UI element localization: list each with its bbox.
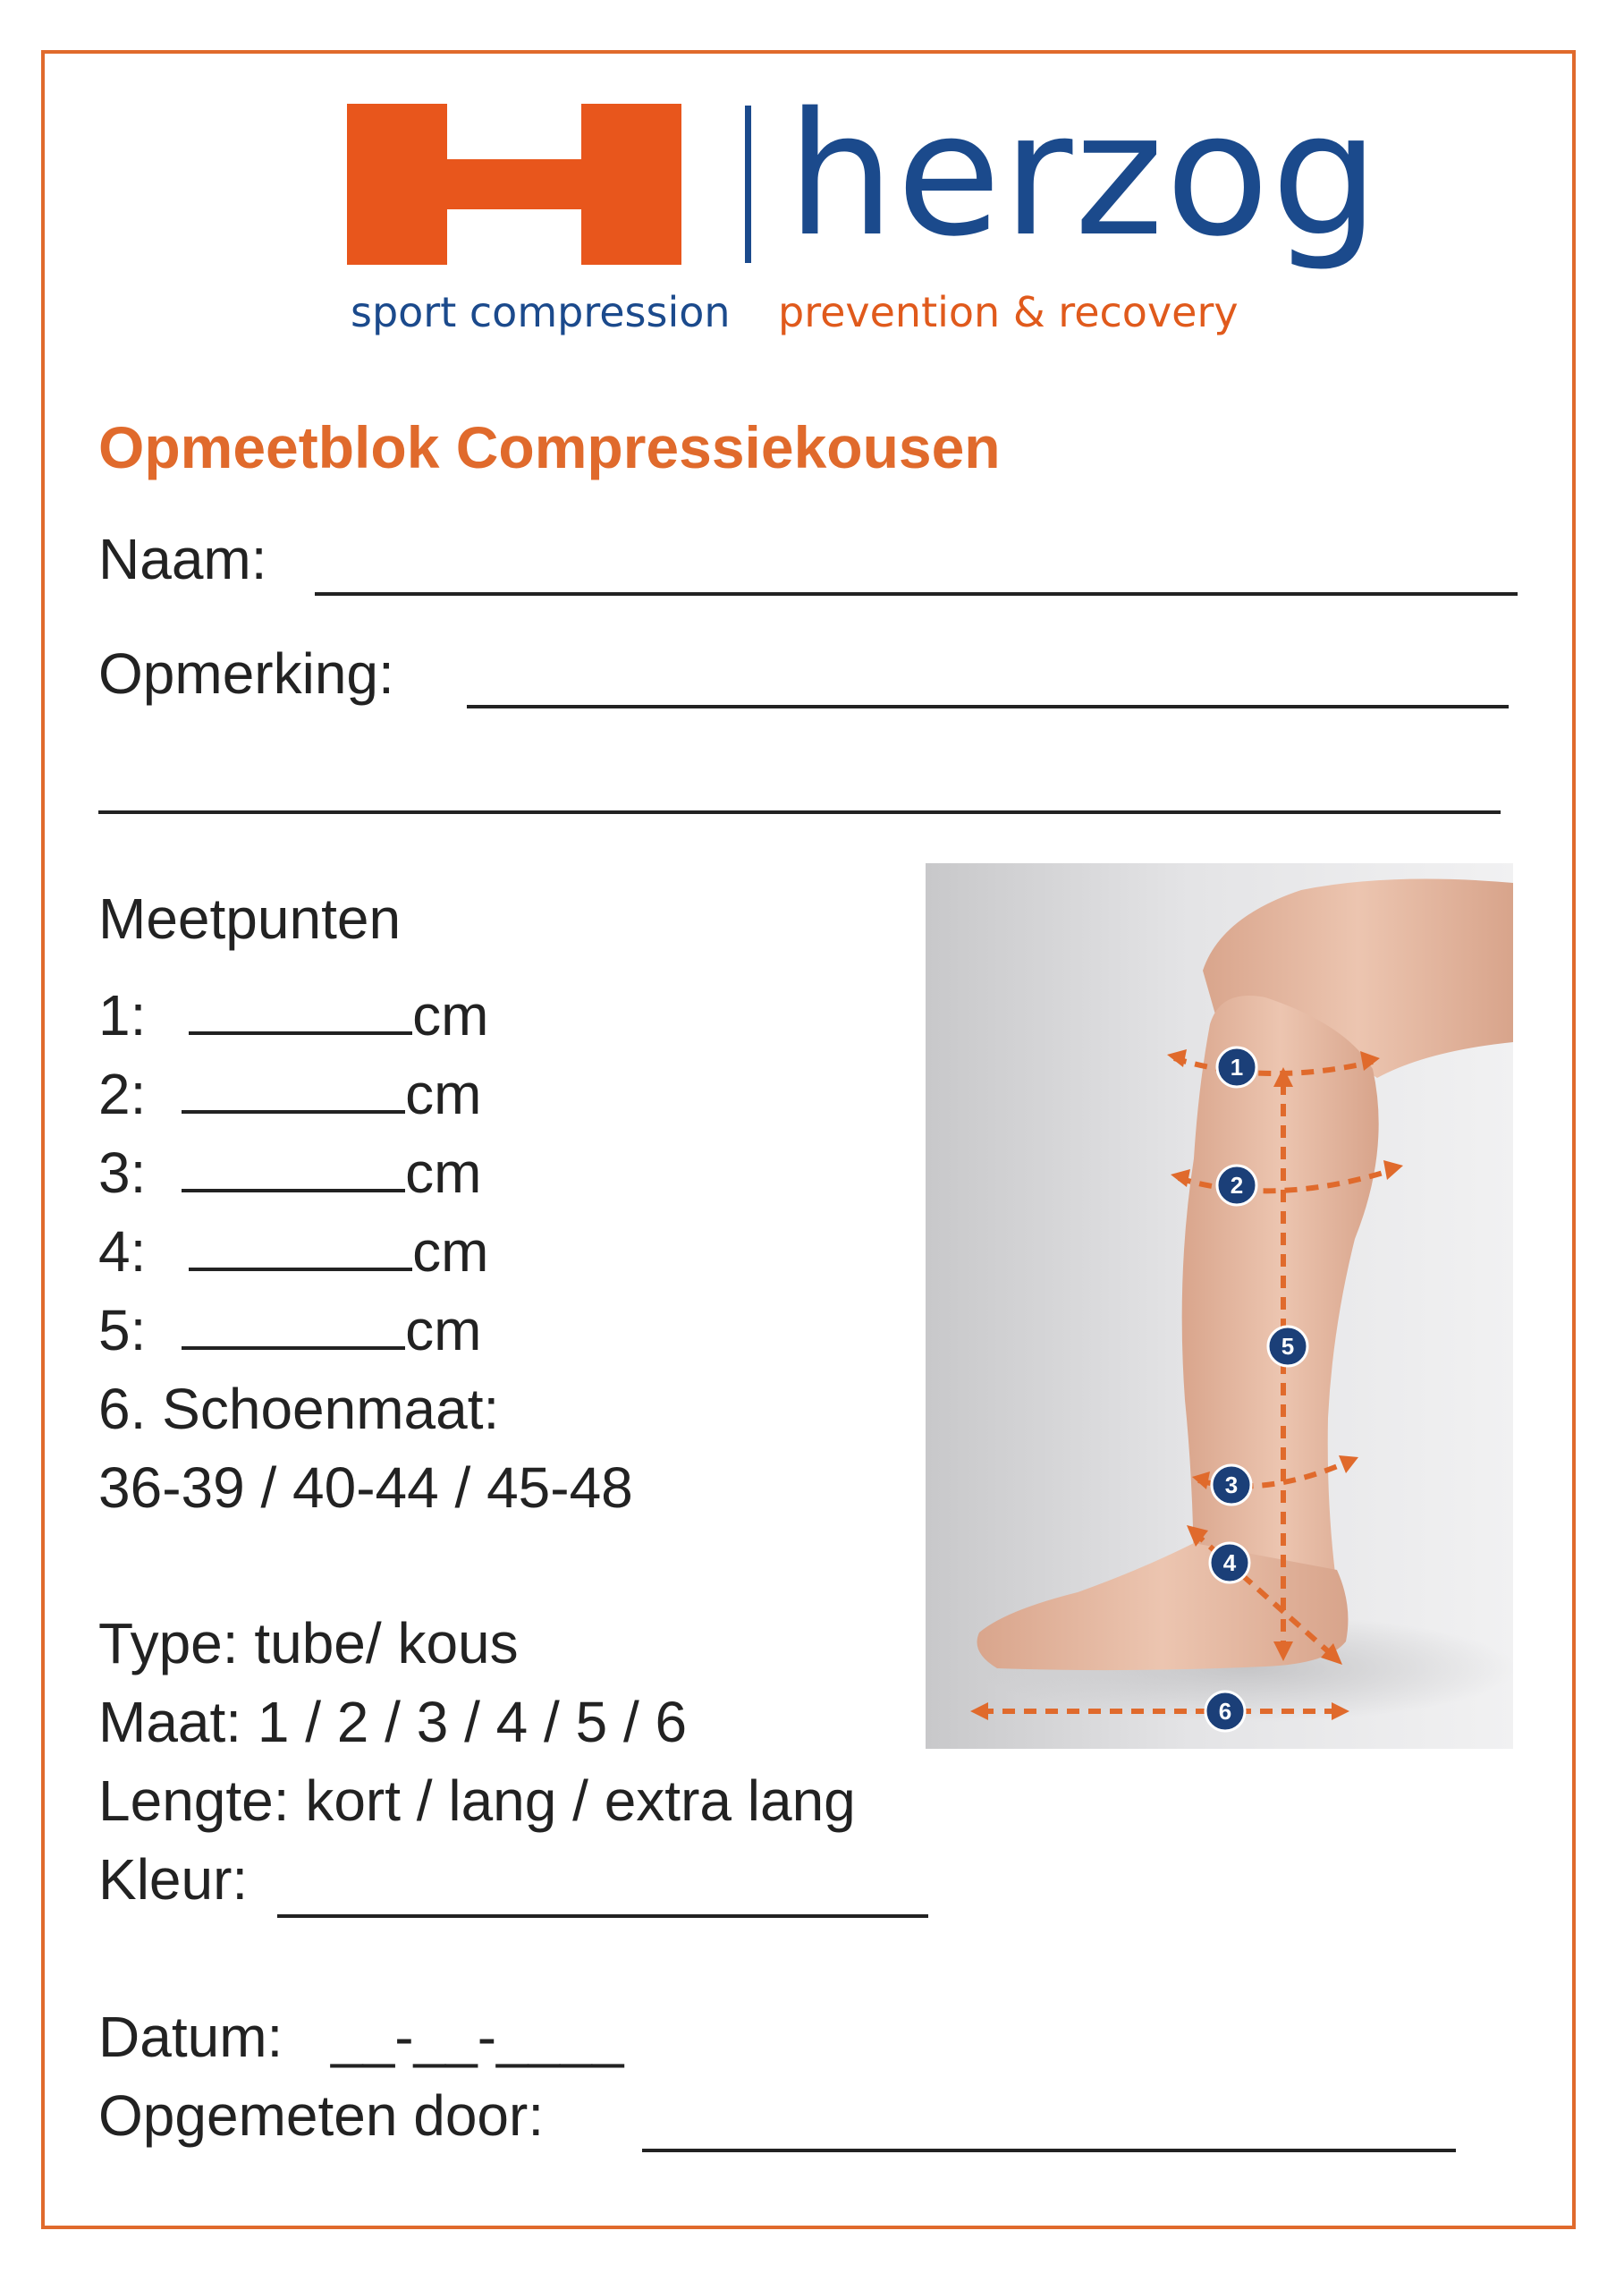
measure-field-4[interactable] — [189, 1268, 412, 1271]
marker-label-4: 4 — [1222, 1549, 1237, 1576]
measure-label: 4: — [98, 1219, 147, 1284]
measure-field-1[interactable] — [189, 1031, 412, 1035]
measure-label: 5: — [98, 1298, 147, 1362]
remark-field[interactable] — [467, 705, 1509, 708]
measure-label: 1: — [98, 983, 147, 1047]
measure-unit: cm — [412, 1219, 489, 1284]
herzog-h-logo — [347, 104, 681, 265]
shoe-size-label: 6. Schoenmaat: — [98, 1377, 500, 1441]
marker-6 — [1205, 1692, 1245, 1731]
brand-name: herzog — [787, 76, 1382, 274]
leg-measurement-figure — [926, 863, 1513, 1749]
marker-label-1: 1 — [1230, 1054, 1244, 1081]
measure-title: Meetpunten — [98, 886, 402, 951]
name-label: Naam: — [98, 527, 267, 591]
marker-label-6: 6 — [1218, 1698, 1232, 1725]
shoe-size-options: 36-39 / 40-44 / 45-48 — [98, 1455, 633, 1520]
form-title: Opmeetblok Compressiekousen — [98, 414, 1001, 480]
name-row — [98, 526, 267, 592]
measure-label: 2: — [98, 1062, 147, 1126]
foot-shape — [977, 1543, 1349, 1670]
measure-row-5 — [98, 1297, 481, 1363]
measure-unit: cm — [405, 1298, 482, 1362]
measured-by-label: Opgemeten door: — [98, 2083, 545, 2148]
measured-by-row — [98, 2082, 544, 2149]
remark-label: Opmerking: — [98, 641, 394, 706]
length-options: Lengte: kort / lang / extra lang — [98, 1768, 856, 1833]
color-label: Kleur: — [98, 1847, 249, 1912]
measured-by-field[interactable] — [642, 2149, 1456, 2152]
measure-field-5[interactable] — [182, 1346, 405, 1350]
date-label: Datum: — [98, 2005, 283, 2069]
remark-row — [98, 640, 394, 707]
marker-1 — [1217, 1047, 1256, 1087]
measure-label: 3: — [98, 1141, 147, 1205]
marker-4 — [1210, 1543, 1249, 1582]
color-row — [98, 1846, 248, 1913]
logo-divider — [745, 106, 751, 263]
type-options: Type: tube/ kous — [98, 1611, 519, 1675]
marker-label-3: 3 — [1224, 1472, 1239, 1498]
measure-row-3 — [98, 1140, 481, 1206]
brand-tagline-right: prevention & recovery — [778, 288, 1239, 336]
measure-row-4 — [98, 1218, 488, 1285]
measure-row-2 — [98, 1061, 481, 1127]
leg-diagram — [926, 863, 1513, 1749]
brand-tagline-left: sport compression — [351, 288, 731, 336]
measure-field-2[interactable] — [182, 1110, 405, 1114]
date-row — [98, 2004, 623, 2070]
name-field[interactable] — [315, 592, 1518, 596]
measure-row-1 — [98, 982, 488, 1048]
marker-label-2: 2 — [1230, 1172, 1244, 1199]
remark-field-continuation[interactable] — [98, 810, 1501, 814]
marker-3 — [1212, 1465, 1251, 1505]
measure-unit: cm — [412, 983, 489, 1047]
measure-unit: cm — [405, 1062, 482, 1126]
marker-5 — [1268, 1327, 1307, 1366]
measure-field-3[interactable] — [182, 1189, 405, 1192]
color-field[interactable] — [277, 1914, 928, 1918]
measure-unit: cm — [405, 1141, 482, 1205]
date-field[interactable]: __-__-____ — [331, 2005, 624, 2069]
size-options: Maat: 1 / 2 / 3 / 4 / 5 / 6 — [98, 1690, 688, 1754]
marker-label-5: 5 — [1281, 1333, 1295, 1360]
marker-2 — [1217, 1166, 1256, 1205]
